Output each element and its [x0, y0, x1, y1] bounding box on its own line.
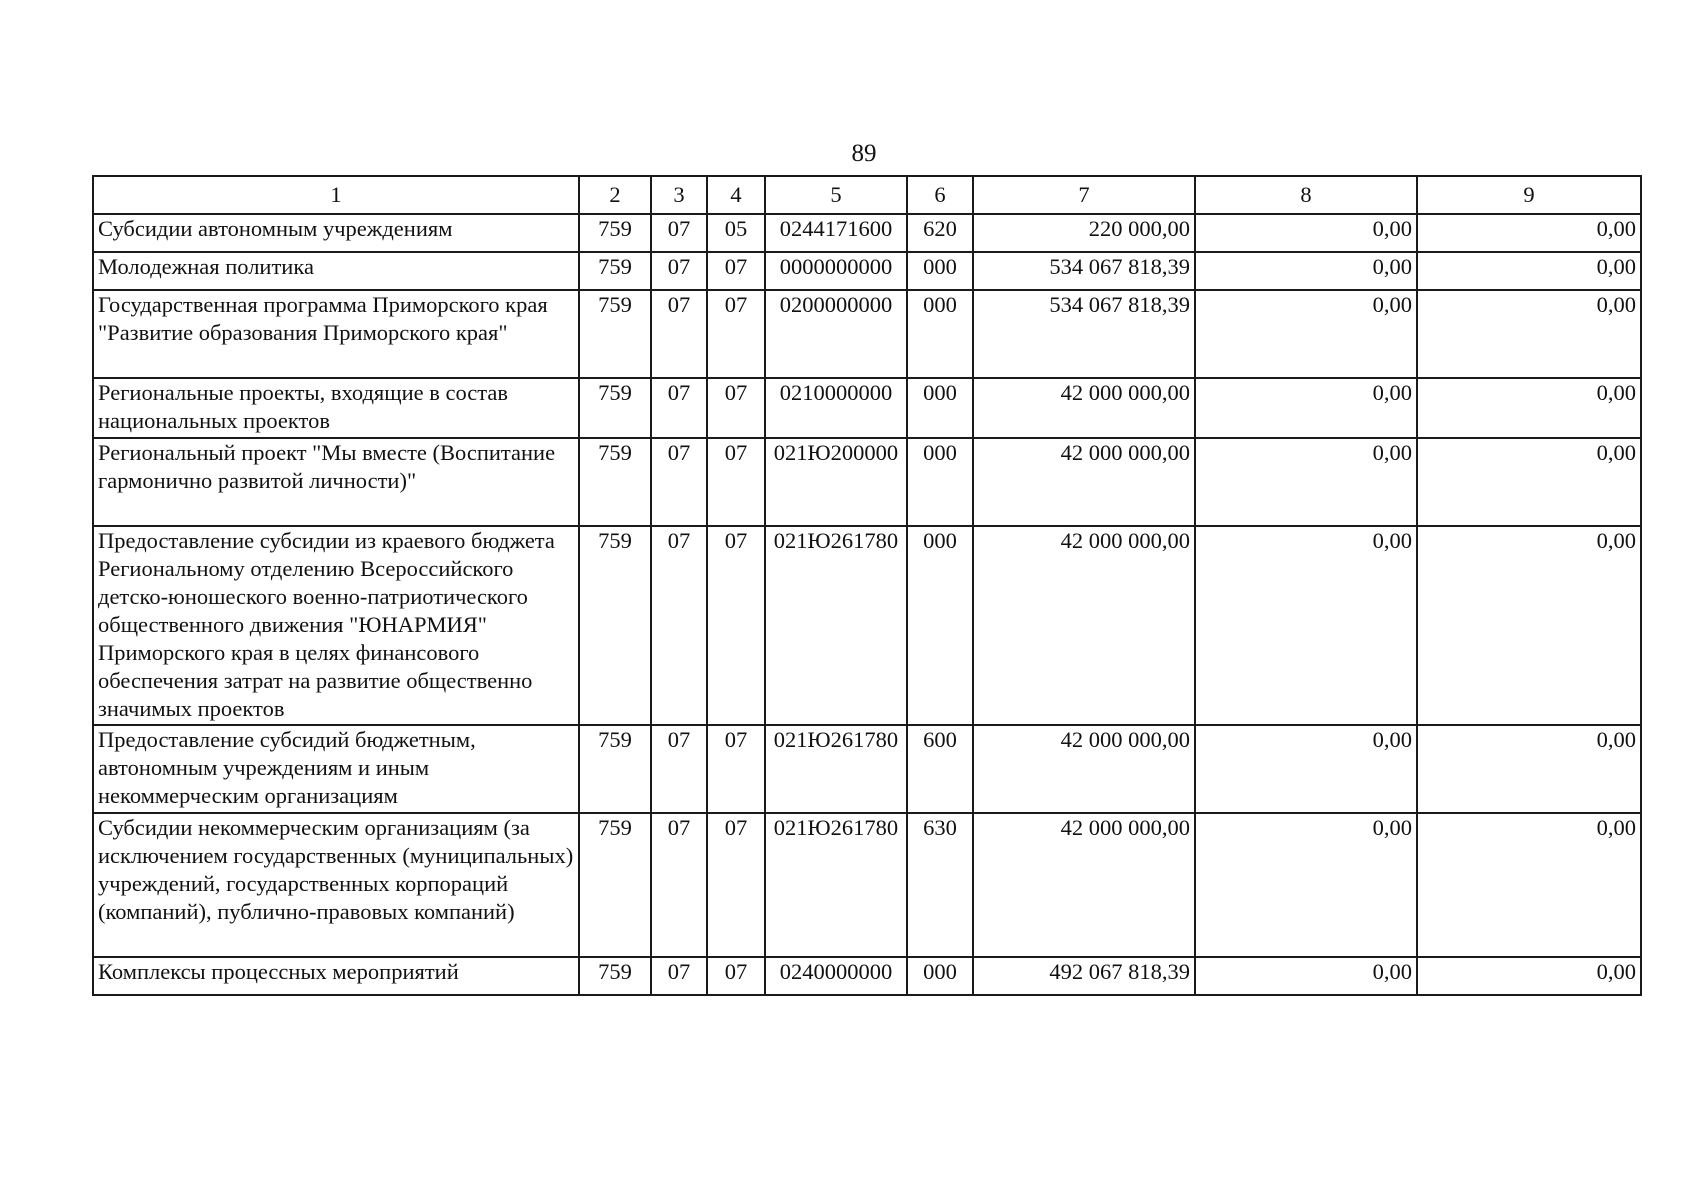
- cell-subsection: 07: [707, 378, 765, 438]
- cell-subsection: 07: [707, 290, 765, 378]
- cell-amount-7: 534 067 818,39: [973, 290, 1195, 378]
- cell-expense-type: 600: [907, 725, 973, 813]
- cell-amount-8: 0,00: [1195, 290, 1417, 378]
- cell-section: 07: [651, 214, 707, 252]
- row-name: Региональный проект "Мы вместе (Воспитание гармонично развитой личности)": [93, 438, 579, 526]
- row-name: Государственная программа Приморского края "Развитие образования Приморского края": [93, 290, 579, 378]
- table-row: [93, 957, 1641, 995]
- cell-ministry-code: 759: [579, 290, 651, 378]
- cell-amount-8: 0,00: [1195, 438, 1417, 526]
- cell-expense-type: 000: [907, 252, 973, 290]
- cell-subsection: 07: [707, 957, 765, 995]
- cell-subsection: 07: [707, 813, 765, 957]
- cell-amount-7: 220 000,00: [973, 214, 1195, 252]
- table-row: [93, 526, 1641, 725]
- cell-subsection: 07: [707, 526, 765, 725]
- cell-target-article: 021Ю261780: [765, 526, 907, 725]
- table-row: [93, 252, 1641, 290]
- cell-expense-type: 000: [907, 438, 973, 526]
- cell-amount-8: 0,00: [1195, 725, 1417, 813]
- row-name: Субсидии некоммерческим организациям (за исключением государственных (муниципальных) учреждений, государственных корпораций (компаний), публично-правовых компаний): [93, 813, 579, 957]
- cell-section: 07: [651, 813, 707, 957]
- column-header: 7: [973, 176, 1195, 214]
- cell-target-article: 0240000000: [765, 957, 907, 995]
- row-name: Комплексы процессных мероприятий: [93, 957, 579, 995]
- cell-expense-type: 000: [907, 957, 973, 995]
- row-name: Субсидии автономным учреждениям: [93, 214, 579, 252]
- cell-subsection: 07: [707, 252, 765, 290]
- cell-target-article: 021Ю261780: [765, 725, 907, 813]
- row-name: Предоставление субсидий бюджетным, автономным учреждениям и иным некоммерческим организациям: [93, 725, 579, 813]
- cell-ministry-code: 759: [579, 725, 651, 813]
- cell-section: 07: [651, 438, 707, 526]
- cell-subsection: 07: [707, 725, 765, 813]
- table-row: [93, 438, 1641, 526]
- cell-target-article: 021Ю200000: [765, 438, 907, 526]
- column-header: 2: [579, 176, 651, 214]
- cell-amount-7: 42 000 000,00: [973, 813, 1195, 957]
- cell-subsection: 07: [707, 438, 765, 526]
- cell-section: 07: [651, 957, 707, 995]
- cell-amount-9: 0,00: [1417, 526, 1641, 725]
- cell-target-article: 0000000000: [765, 252, 907, 290]
- cell-section: 07: [651, 252, 707, 290]
- cell-amount-7: 42 000 000,00: [973, 378, 1195, 438]
- column-header: 1: [93, 176, 579, 214]
- cell-amount-7: 42 000 000,00: [973, 438, 1195, 526]
- cell-amount-9: 0,00: [1417, 725, 1641, 813]
- table-row: [93, 813, 1641, 957]
- cell-amount-9: 0,00: [1417, 438, 1641, 526]
- cell-target-article: 0210000000: [765, 378, 907, 438]
- cell-expense-type: 620: [907, 214, 973, 252]
- column-header: 6: [907, 176, 973, 214]
- column-header: 4: [707, 176, 765, 214]
- cell-target-article: 0244171600: [765, 214, 907, 252]
- cell-expense-type: 630: [907, 813, 973, 957]
- cell-target-article: 0200000000: [765, 290, 907, 378]
- table-row: [93, 214, 1641, 252]
- cell-expense-type: 000: [907, 290, 973, 378]
- cell-ministry-code: 759: [579, 252, 651, 290]
- cell-ministry-code: 759: [579, 214, 651, 252]
- cell-amount-8: 0,00: [1195, 813, 1417, 957]
- cell-ministry-code: 759: [579, 378, 651, 438]
- page-number: 89: [851, 140, 877, 167]
- table-row: [93, 290, 1641, 378]
- cell-amount-8: 0,00: [1195, 378, 1417, 438]
- cell-amount-9: 0,00: [1417, 378, 1641, 438]
- cell-ministry-code: 759: [579, 526, 651, 725]
- cell-amount-7: 492 067 818,39: [973, 957, 1195, 995]
- cell-amount-8: 0,00: [1195, 214, 1417, 252]
- column-header: 3: [651, 176, 707, 214]
- cell-ministry-code: 759: [579, 957, 651, 995]
- cell-amount-7: 42 000 000,00: [973, 725, 1195, 813]
- cell-amount-7: 42 000 000,00: [973, 526, 1195, 725]
- cell-amount-8: 0,00: [1195, 957, 1417, 995]
- cell-ministry-code: 759: [579, 813, 651, 957]
- column-header: 5: [765, 176, 907, 214]
- table-row: [93, 378, 1641, 438]
- cell-amount-8: 0,00: [1195, 252, 1417, 290]
- cell-amount-9: 0,00: [1417, 252, 1641, 290]
- cell-expense-type: 000: [907, 526, 973, 725]
- cell-amount-9: 0,00: [1417, 214, 1641, 252]
- row-name: Молодежная политика: [93, 252, 579, 290]
- cell-amount-9: 0,00: [1417, 290, 1641, 378]
- cell-amount-9: 0,00: [1417, 957, 1641, 995]
- cell-ministry-code: 759: [579, 438, 651, 526]
- column-header: 9: [1417, 176, 1641, 214]
- cell-section: 07: [651, 725, 707, 813]
- budget-table: [92, 175, 1642, 996]
- table-row: [93, 725, 1641, 813]
- cell-section: 07: [651, 290, 707, 378]
- column-header: 8: [1195, 176, 1417, 214]
- row-name: Предоставление субсидии из краевого бюджета Региональному отделению Всероссийского детско-юношеского военно-патриотического общественного движения "ЮНАРМИЯ" Приморского края в целях финансового обеспечения затрат на развитие общественно значимых проектов: [93, 526, 579, 725]
- cell-section: 07: [651, 526, 707, 725]
- cell-amount-8: 0,00: [1195, 526, 1417, 725]
- header-row: [93, 176, 1641, 214]
- cell-amount-7: 534 067 818,39: [973, 252, 1195, 290]
- cell-target-article: 021Ю261780: [765, 813, 907, 957]
- cell-expense-type: 000: [907, 378, 973, 438]
- row-name: Региональные проекты, входящие в состав национальных проектов: [93, 378, 579, 438]
- cell-section: 07: [651, 378, 707, 438]
- cell-amount-9: 0,00: [1417, 813, 1641, 957]
- cell-subsection: 05: [707, 214, 765, 252]
